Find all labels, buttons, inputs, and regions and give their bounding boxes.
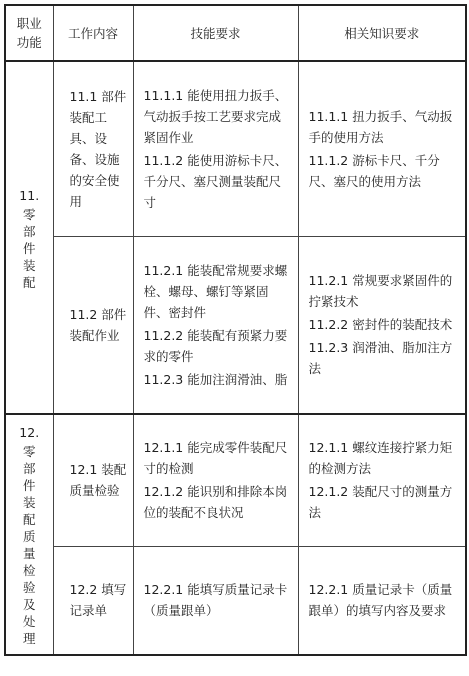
knowledge-cell: [298, 414, 466, 546]
skill-cell: [133, 236, 298, 414]
knowledge-cell: [298, 236, 466, 414]
header-content: 工作内容: [53, 5, 133, 61]
function-title: 零部件装配: [22, 206, 36, 290]
header-knowledge: 相关知识要求: [298, 5, 466, 61]
knowledge-item: 11.2.3 润滑油、脂加注方法: [308, 340, 453, 377]
knowledge-item: 12.1.1 螺纹连接拧紧力矩的检测方法: [308, 440, 453, 477]
content-cell: 11.1 部件装配工具、设备、设施的安全使用: [53, 61, 133, 236]
skill-item: 11.2.3 能加注润滑油、脂: [143, 371, 288, 387]
skill-item: 12.2.1 能填写质量记录卡（质量跟单）: [143, 582, 288, 619]
header-skill: 技能要求: [133, 5, 298, 61]
skill-cell: [133, 414, 298, 546]
header-row: [5, 5, 466, 61]
function-number: 11.: [19, 187, 40, 203]
skill-item: 11.1.2 能使用游标卡尺、千分尺、塞尺测量装配尺寸: [143, 152, 288, 210]
skill-item: 12.1.2 能识别和排除本岗位的装配不良状况: [143, 484, 288, 521]
knowledge-item: 11.1.1 扭力扳手、气动扳手的使用方法: [308, 108, 453, 145]
content-cell: 11.2 部件装配作业: [53, 236, 133, 414]
content-cell: 12.1 装配质量检验: [53, 414, 133, 546]
table-row: [5, 414, 466, 546]
knowledge-item: 11.1.2 游标卡尺、千分尺、塞尺的使用方法: [308, 152, 440, 189]
skill-item: 11.2.1 能装配常规要求螺栓、螺母、螺钉等紧固件、密封件: [143, 262, 288, 320]
content-cell: 12.2 填写记录单: [53, 546, 133, 655]
knowledge-cell: [298, 546, 466, 655]
knowledge-item: 11.2.1 常规要求紧固件的拧紧技术: [308, 273, 453, 310]
requirements-table: [4, 4, 467, 656]
function-number: 12.: [19, 425, 40, 440]
knowledge-cell: [298, 61, 466, 236]
skill-cell: [133, 546, 298, 655]
table-row: [5, 61, 466, 236]
knowledge-item: 12.2.1 质量记录卡（质量跟单）的填写内容及要求: [308, 582, 453, 619]
header-function: 职业功能: [5, 5, 53, 61]
skill-cell: [133, 61, 298, 236]
function-cell: [5, 414, 53, 655]
knowledge-item: 12.1.2 装配尺寸的测量方法: [308, 484, 453, 521]
skill-item: 11.2.2 能装配有预紧力要求的零件: [143, 327, 288, 364]
function-cell: [5, 61, 53, 414]
knowledge-item: 11.2.2 密封件的装配技术: [308, 317, 453, 333]
table-row: [5, 236, 466, 414]
table-row: [5, 546, 466, 655]
skill-item: 12.1.1 能完成零件装配尺寸的检测: [143, 440, 288, 477]
function-title: 零部件装配质量检验及处理: [22, 444, 36, 646]
skill-item: 11.1.1 能使用扭力扳手、气动扳手按工艺要求完成紧固作业: [143, 87, 288, 145]
